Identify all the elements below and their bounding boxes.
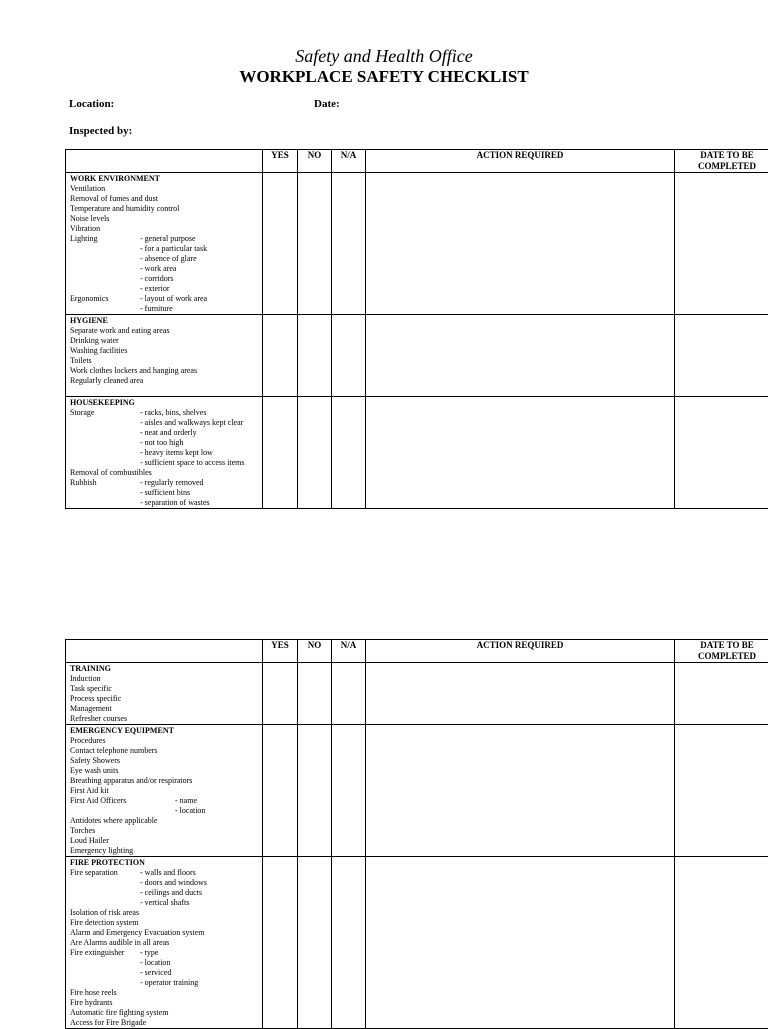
checklist-table-2 [65, 639, 768, 1029]
inspected-by-label: Inspected by: [69, 125, 132, 137]
section-items-cell [66, 857, 263, 1029]
item-label: Safety Showers [70, 756, 120, 766]
item-label: Ventilation [70, 184, 105, 194]
na-cell[interactable] [332, 173, 366, 315]
checklist-item [70, 458, 258, 468]
checklist-item [70, 194, 258, 204]
yes-cell[interactable] [263, 397, 298, 509]
na-cell[interactable] [332, 315, 366, 397]
item-label: First Aid kit [70, 786, 109, 796]
checklist-item [70, 898, 258, 908]
location-label: Location: [69, 98, 114, 110]
table-header-row [66, 150, 768, 173]
checklist-item [70, 938, 258, 948]
checklist-item [70, 498, 258, 508]
item-sub-label: - exterior [140, 284, 170, 293]
item-sub-label: - regularly removed [140, 478, 204, 487]
item-sub-label: - aisles and walkways kept clear [140, 418, 243, 427]
checklist-item [70, 998, 258, 1008]
checklist-item [70, 336, 258, 346]
action-required-cell[interactable] [366, 663, 675, 725]
no-column-header: NO [298, 640, 332, 663]
item-label: Process specific [70, 694, 121, 704]
checklist-item [70, 448, 258, 458]
yes-column-header: YES [263, 640, 298, 663]
checklist-item [70, 988, 258, 998]
checklist-item [70, 366, 258, 376]
checklist-item [70, 918, 258, 928]
checklist-item [70, 978, 258, 988]
date-header-line1: DATE TO BE [700, 640, 754, 650]
checklist-item [70, 786, 258, 796]
item-label: Contact telephone numbers [70, 746, 158, 756]
item-sub-label: - general purpose [140, 234, 196, 243]
item-label: Fire hydrants [70, 998, 112, 1008]
items-column-header [66, 640, 263, 663]
checklist-item [70, 284, 258, 294]
item-label: Fire detection system [70, 918, 138, 928]
item-sub-label: - operator training [140, 978, 198, 987]
item-sub-label: - for a particular task [140, 244, 207, 253]
item-sub-label: - separation of wastes [140, 498, 210, 507]
item-label: Fire hose reels [70, 988, 117, 998]
checklist-item [70, 376, 258, 386]
item-label: Are Alarms audible in all areas [70, 938, 169, 948]
checklist-item [70, 418, 258, 428]
checklist-item [70, 274, 258, 284]
checklist-item [70, 234, 258, 244]
yes-column-header: YES [263, 150, 298, 173]
checklist-item [70, 224, 258, 234]
item-label: Lighting [70, 234, 140, 244]
no-cell[interactable] [298, 663, 332, 725]
date-header-line1: DATE TO BE [700, 150, 754, 160]
item-label: Toilets [70, 356, 92, 366]
date-completed-cell[interactable] [675, 315, 768, 397]
action-required-column-header: ACTION REQUIRED [366, 640, 675, 663]
action-required-cell[interactable] [366, 397, 675, 509]
item-sub-label: - work area [140, 264, 176, 273]
item-label: Work clothes lockers and hanging areas [70, 366, 197, 376]
no-cell[interactable] [298, 857, 332, 1029]
checklist-item [70, 704, 258, 714]
date-completed-cell[interactable] [675, 397, 768, 509]
item-label: Regularly cleaned area [70, 376, 143, 386]
checklist-item [70, 428, 258, 438]
item-label: Vibration [70, 224, 100, 234]
item-label: Antidotes where applicable [70, 816, 158, 826]
items-column-header [66, 150, 263, 173]
checklist-item [70, 868, 258, 878]
section-row-hygiene [66, 315, 768, 397]
checklist-item [70, 264, 258, 274]
checklist-item [70, 438, 258, 448]
item-label: Torches [70, 826, 95, 836]
checklist-item [70, 928, 258, 938]
checklist-item [70, 958, 258, 968]
item-sub-label: - furniture [140, 304, 173, 313]
checklist-item [70, 968, 258, 978]
item-label: Storage [70, 408, 140, 418]
checklist-item [70, 826, 258, 836]
checklist-item [70, 806, 258, 816]
yes-cell[interactable] [263, 725, 298, 857]
no-cell[interactable] [298, 725, 332, 857]
date-completed-cell[interactable] [675, 725, 768, 857]
item-label: Removal of combustibles [70, 468, 152, 478]
item-sub-label: - corridors [140, 274, 174, 283]
office-name: Safety and Health Office [0, 46, 768, 67]
item-label: Task specific [70, 684, 112, 694]
section-items-cell [66, 173, 263, 315]
date-label: Date: [314, 98, 340, 110]
item-label: Drinking water [70, 336, 119, 346]
checklist-item [70, 776, 258, 786]
date-completed-cell[interactable] [675, 857, 768, 1029]
item-label: Induction [70, 674, 101, 684]
item-label: Rubbish [70, 478, 140, 488]
checklist-item [70, 204, 258, 214]
item-label: Separate work and eating areas [70, 326, 170, 336]
action-required-cell[interactable] [366, 315, 675, 397]
checklist-item [70, 948, 258, 958]
checklist-item [70, 184, 258, 194]
section-title: EMERGENCY EQUIPMENT [70, 726, 258, 736]
checklist-item [70, 478, 258, 488]
item-label: Removal of fumes and dust [70, 194, 158, 204]
item-label: Fire separation [70, 868, 140, 878]
item-sub-label: - ceilings and ducts [140, 888, 202, 897]
action-required-cell[interactable] [366, 173, 675, 315]
date-completed-cell[interactable] [675, 663, 768, 725]
action-required-column-header: ACTION REQUIRED [366, 150, 675, 173]
item-label: Loud Hailer [70, 836, 109, 846]
item-sub-label: - location [175, 806, 205, 815]
section-items-cell [66, 315, 263, 397]
item-sub-label: - doors and windows [140, 878, 207, 887]
item-sub-label: - vertical shafts [140, 898, 189, 907]
yes-cell[interactable] [263, 315, 298, 397]
checklist-item [70, 684, 258, 694]
na-cell[interactable] [332, 725, 366, 857]
item-label: Alarm and Emergency Evacuation system [70, 928, 204, 938]
item-label: Washing facilities [70, 346, 127, 356]
na-cell[interactable] [332, 663, 366, 725]
item-sub-label: - type [140, 948, 158, 957]
na-column-header: N/A [332, 150, 366, 173]
item-label: Breathing apparatus and/or respirators [70, 776, 192, 786]
action-required-cell[interactable] [366, 725, 675, 857]
checklist-item [70, 766, 258, 776]
item-label: Management [70, 704, 112, 714]
checklist-item [70, 294, 258, 304]
checklist-item [70, 214, 258, 224]
item-sub-label: - heavy items kept low [140, 448, 213, 457]
date-to-be-completed-column-header [675, 150, 768, 173]
no-cell[interactable] [298, 173, 332, 315]
item-sub-label: - serviced [140, 968, 171, 977]
checklist-item [70, 386, 258, 396]
checklist-item [70, 408, 258, 418]
section-title: HYGIENE [70, 316, 258, 326]
section-items-cell [66, 397, 263, 509]
checklist-table-1 [65, 149, 768, 509]
checklist-item [70, 736, 258, 746]
checklist-item [70, 346, 258, 356]
checklist-item [70, 756, 258, 766]
item-sub-label: - sufficient space to access items [140, 458, 244, 467]
item-label: Procedures [70, 736, 106, 746]
date-to-be-completed-column-header [675, 640, 768, 663]
section-row-training [66, 663, 768, 725]
checklist-item [70, 1008, 258, 1018]
item-label: First Aid Officers [70, 796, 175, 806]
checklist-item [70, 356, 258, 366]
item-label: Emergency lighting [70, 846, 133, 856]
checklist-item [70, 908, 258, 918]
item-sub-label: - walls and floors [140, 868, 196, 877]
item-sub-label: - sufficient bins [140, 488, 190, 497]
section-row-emergency-equipment [66, 725, 768, 857]
checklist-item [70, 846, 258, 856]
section-row-fire-protection [66, 857, 768, 1029]
item-label: Ergonomics [70, 294, 140, 304]
checklist-item [70, 816, 258, 826]
section-items-cell [66, 663, 263, 725]
na-cell[interactable] [332, 857, 366, 1029]
item-sub-label: - location [140, 958, 170, 967]
no-column-header: NO [298, 150, 332, 173]
checklist-item [70, 746, 258, 756]
item-sub-label: - neat and orderly [140, 428, 197, 437]
section-title: WORK ENVIRONMENT [70, 174, 258, 184]
checklist-item [70, 304, 258, 314]
yes-cell[interactable] [263, 857, 298, 1029]
section-items-cell [66, 725, 263, 857]
checklist-item [70, 488, 258, 498]
checklist-item [70, 888, 258, 898]
section-row-housekeeping [66, 397, 768, 509]
item-label: Eye wash units [70, 766, 118, 776]
checklist-item [70, 714, 258, 724]
item-label: Access for Fire Brigade [70, 1018, 146, 1028]
checklist-item [70, 254, 258, 264]
table-header-row [66, 640, 768, 663]
item-label: Noise levels [70, 214, 109, 224]
checklist-item [70, 878, 258, 888]
no-cell[interactable] [298, 397, 332, 509]
section-row-work-environment [66, 173, 768, 315]
checklist-item [70, 1018, 258, 1028]
action-required-cell[interactable] [366, 857, 675, 1029]
checklist-item [70, 836, 258, 846]
item-sub-label: - layout of work area [140, 294, 207, 303]
item-sub-label: - absence of glare [140, 254, 197, 263]
checklist-item [70, 468, 258, 478]
checklist-item [70, 326, 258, 336]
item-sub-label: - not too high [140, 438, 183, 447]
yes-cell[interactable] [263, 663, 298, 725]
date-completed-cell[interactable] [675, 173, 768, 315]
na-cell[interactable] [332, 397, 366, 509]
na-column-header: N/A [332, 640, 366, 663]
checklist-item [70, 796, 258, 806]
date-header-line2: COMPLETED [698, 161, 756, 171]
date-header-line2: COMPLETED [698, 651, 756, 661]
section-title: FIRE PROTECTION [70, 858, 258, 868]
checklist-item [70, 674, 258, 684]
item-label: Isolation of risk areas [70, 908, 139, 918]
item-sub-label: - racks, bins, shelves [140, 408, 206, 417]
section-title: HOUSEKEEPING [70, 398, 258, 408]
item-label: Fire extinguisher [70, 948, 140, 958]
item-label: Refresher courses [70, 714, 127, 724]
checklist-item [70, 694, 258, 704]
section-title: TRAINING [70, 664, 258, 674]
item-label: Temperature and humidity control [70, 204, 179, 214]
item-label: Automatic fire fighting system [70, 1008, 168, 1018]
page-title: WORKPLACE SAFETY CHECKLIST [0, 67, 768, 87]
yes-cell[interactable] [263, 173, 298, 315]
item-sub-label: - name [175, 796, 197, 805]
no-cell[interactable] [298, 315, 332, 397]
checklist-item [70, 244, 258, 254]
